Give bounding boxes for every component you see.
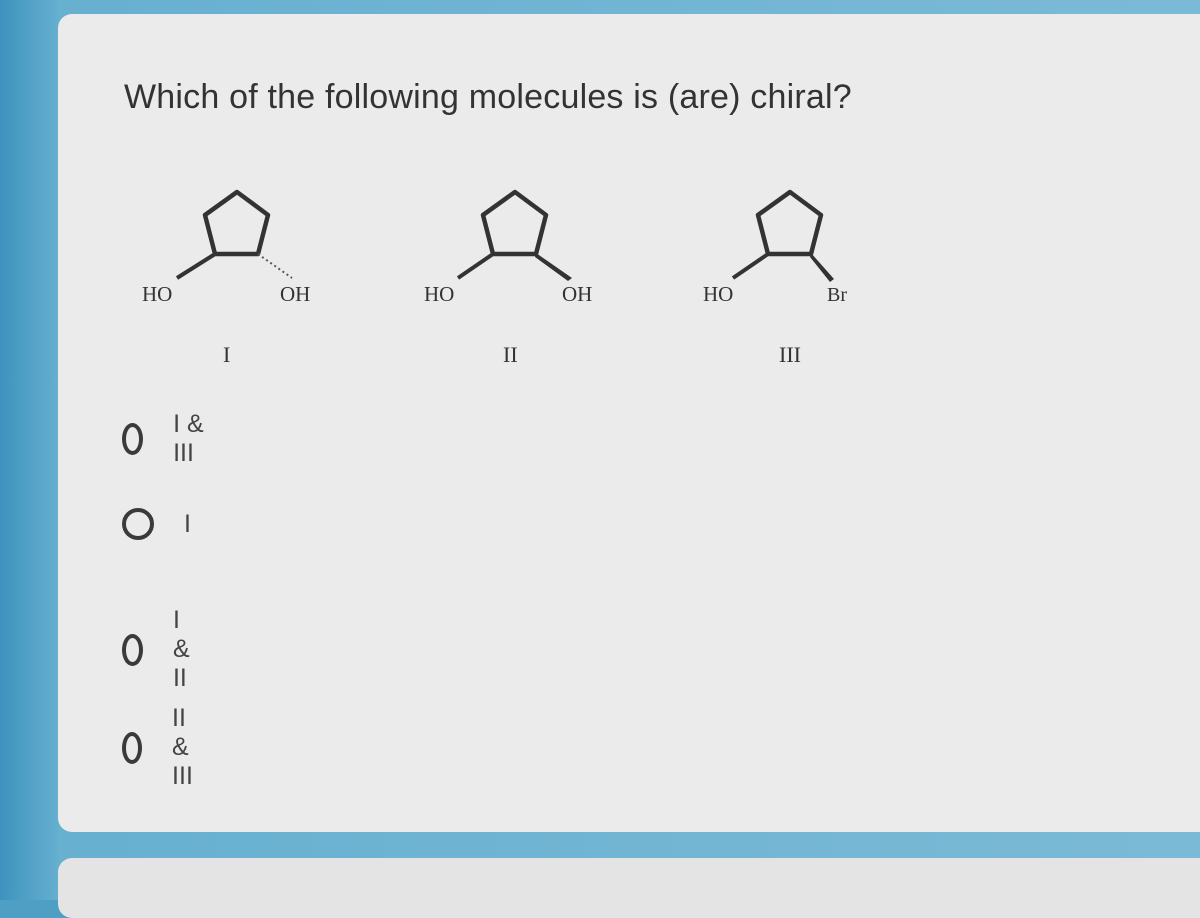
bond-2-left [458, 254, 493, 278]
mol-2-left-label: HO [424, 282, 455, 306]
mol-1-left-label: HO [142, 282, 173, 306]
option-2[interactable] [122, 508, 191, 540]
mol-3-right-label: Br [827, 284, 847, 306]
option-1-label: I & III [173, 410, 204, 467]
bond-2-right-wedge [535, 253, 572, 281]
mol-2-numeral: II [503, 342, 518, 367]
bond-3-left [733, 254, 768, 278]
radio-button-3[interactable] [122, 634, 143, 666]
mol-1-right-label: OH [280, 282, 311, 306]
option-4-label: II & III [172, 704, 193, 790]
bond-1-left [177, 254, 215, 278]
question-text: Which of the following molecules is (are) chiral? [124, 78, 852, 116]
radio-button-4[interactable] [122, 732, 142, 764]
option-3-label: I & II [172, 606, 190, 692]
molecule-3 [703, 192, 847, 367]
mol-1-numeral: I [223, 342, 231, 367]
bond-1-right-dashed [258, 254, 292, 278]
molecule-1 [142, 192, 310, 367]
mol-3-left-label: HO [703, 282, 734, 306]
option-3[interactable] [122, 606, 201, 693]
option-1[interactable] [122, 410, 205, 468]
bond-3-right-wedge [810, 253, 834, 282]
molecule-2 [424, 192, 592, 367]
ring-2 [483, 192, 546, 254]
ring-1 [205, 192, 268, 254]
mol-2-right-label: OH [562, 282, 593, 306]
radio-button-2[interactable] [122, 508, 154, 540]
option-4[interactable] [122, 704, 205, 791]
radio-button-1[interactable] [122, 423, 143, 455]
mol-3-numeral: III [779, 342, 801, 367]
option-2-label: I [184, 509, 191, 538]
ring-3 [758, 192, 821, 254]
